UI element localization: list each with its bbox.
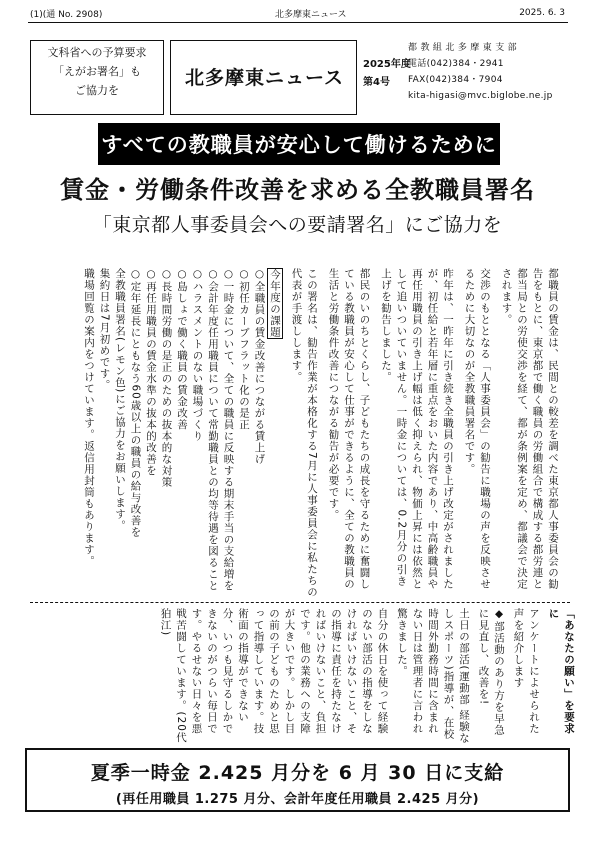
paragraph-4: 都民のいのちとくらし、子どもたちの成長を守るために奮闘している教職員が安心して仕事ができるように、全ての教職員の生活と労働条件改善につながる勧告が必要です。 [327,268,371,590]
bonus-announcement [25,748,570,812]
task-item: 職場回覧の案内をつけています。返信用封筒もあります。 [83,268,95,567]
masthead-title: 北多摩東ニュース [185,67,345,89]
task-item: 集約日は7月初めです。 [98,268,111,391]
issue-volume [363,56,411,92]
notice-line-2: 「えがお署名」も [53,65,141,78]
headline: 賃金・労働条件改善を求める全教職員署名 [60,176,535,204]
paragraph-2: 交渉のもととなる「人事委員会」の勧告に職場の声を反映させるために大切なのが全教職員署名です。 [463,268,491,590]
task-item: ○島しょで働く職員の賃金改善 [176,268,188,431]
survey-line: 自分の休日を使って経験のない部活の指導をしなければいけないこと、その指導に責任を持たなければいけないこと、負担です。他の業務への支障が大きいです。しかし目の前の子どものためと思って指導しています。技術面の指導ができない分、いつも見守るしかできないのがつらい毎日です。やるせない日々を悪戦苦闘しています。(20代狛江) [159,608,389,744]
survey-article [159,608,576,745]
masthead-box [170,40,357,115]
paper-name: 北多摩東ニュース [274,9,347,20]
slogan-banner: すべての教職員が安心して働けるために [98,123,500,165]
task-item: ○定年延長にともなう60歳以上の職員の給与改善を [129,268,142,538]
main-article [60,268,560,598]
tasks-title: 今年度の課題 [269,269,281,338]
bonus-main: 夏季一時金 2.425 月分を 6 月 30 日に支給 [90,762,505,784]
task-item: ○長時間労働の是正のための抜本的な対策 [160,268,173,488]
notice-line-1: 文科省への予算要求 [47,46,147,59]
survey-line: 土日の部活(運動部 経験なしスポーツ)指導が、在校時間外勤務時間に含まれない日は管理者に言われ驚きました。 [396,608,470,744]
union-info [408,40,568,104]
tasks-heading [267,268,283,598]
top-line [30,4,565,22]
union-fax: FAX(042)384・7904 [408,75,503,85]
task-item: ○全職員の賃金改善につながる賃上げ [253,268,266,465]
subheadline: 「東京都人事委員会への要請署名」にご協力を [92,214,503,236]
survey-title-rest: アンケートによせられた声を紹介します [512,608,540,735]
survey-line: ◆部活動のあり方を早急に見直し、改善を! [477,608,505,736]
union-name: 都 教 組 北 多 摩 東 支 部 [408,43,517,53]
section-divider [30,602,570,603]
paragraph-5: この署名は、勧告作業が本格化する7月に人事委員会に私たちの代表が手渡しします。 [290,268,318,598]
union-email: kita-higasi@mvc.biglobe.ne.jp [408,91,553,101]
task-item: ○一時金について、全ての職員に反映する期末手当の支給増を [222,268,235,592]
paragraph-3: 昨年は、一昨年に引き続き全職員の引き上げ改定がされましたが、初任給と若年層に重点をおいた内容であり、中高齢職員や再任用職員の引き上げ幅は低く抑えられ、物価上昇には依然として追いついていません。一時金については、0.2月分の引き上げを勧告しました。 [380,268,454,590]
issue-count: 第4号 [363,77,390,88]
issue-date: 2025. 6. 3 [519,8,565,18]
task-item: 全教職員署名(レモン色)にご協力をお願いします。 [114,268,126,532]
fiscal-year: 2025年度 [363,59,411,70]
task-item: ○初任カーブフラット化の是正 [238,268,250,431]
task-item: ○ハラスメントのない職場づくり [191,268,204,442]
top-rule [28,22,568,23]
issue-number: (1)(通 No. 2908) [30,9,103,20]
notice-box [30,40,164,115]
union-tel: 電話(042)384・2941 [408,59,504,69]
paragraph-1: 都職員の賃金は、民間との較差を調べた東京都人事委員会の勧告をもとに、東京都で働く職員の労働組合で構成する都労連と都当局との労使交渉を経て、都が条例案を定め、都議会で決定されます。 [500,268,559,590]
survey-title: 「あなたの願い」を要求に [547,608,575,735]
notice-line-3: ご協力を [75,84,119,97]
task-item: ○会計年度任用職員について常勤職員との均等待遇を図ること [207,268,219,592]
task-item: ○再任用職員の賃金水準の抜本的改善を [145,268,157,477]
bonus-sub: (再任用職員 1.275 月分、会計年度任用職員 2.425 月分) [115,792,480,807]
